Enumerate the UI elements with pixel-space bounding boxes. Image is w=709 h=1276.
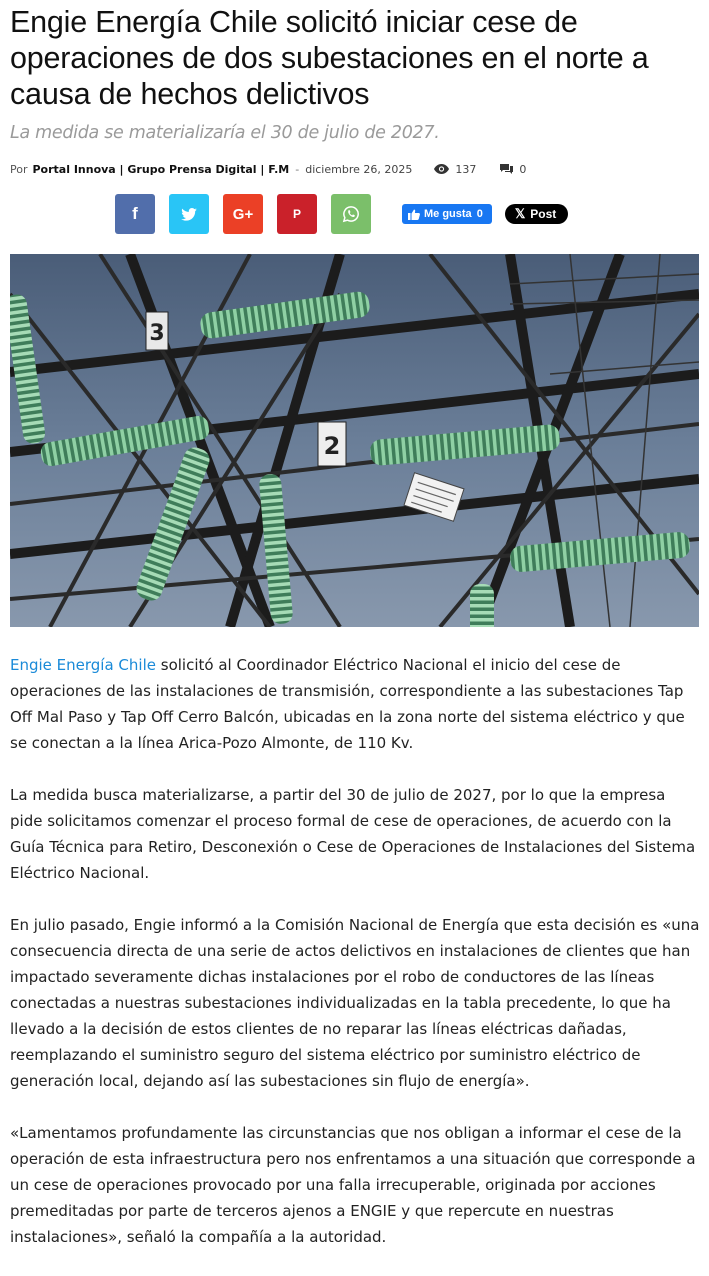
share-google-plus-button[interactable] [223,194,263,234]
like-count: 0 [476,208,483,220]
meta-separator: - [295,162,300,176]
comment-icon [500,164,513,174]
share-facebook-button[interactable] [115,194,155,234]
article-subtitle: La medida se materializaría el 30 de julio de 2027. [10,123,440,143]
share-bar [115,194,568,234]
pinterest-icon: P [292,207,301,221]
article-meta [10,161,700,177]
publish-date: diciembre 26, 2025 [305,162,413,176]
views-count: 137 [455,162,477,176]
share-whatsapp-button[interactable] [331,194,371,234]
like-label: Me gusta [424,208,472,220]
x-post-button[interactable] [505,204,569,224]
post-label: Post [530,207,557,221]
featured-image [10,254,699,627]
article-body [10,652,702,1276]
paragraph-3: En julio pasado, Engie informó a la Comisión Nacional de Energía que esta decisión es «una consecuencia directa de una serie de actos delictivos en instalaciones de clientes que han impactado severamente dichas instalaciones por el robo de conductores de las líneas conectadas a nuestras subestaciones individualizadas en la tabla precedente, lo que ha llevado a la decisión de estos clientes de no reparar las líneas eléctricas dañadas, reemplazando el suministro seguro del sistema eléctrico por suministro eléctrico de generación local, dejando así las subestaciones sin flujo de energía». [10,916,700,1090]
plate-number-left: 3 [149,321,165,346]
facebook-like-button[interactable] [402,204,492,224]
article-title: Engie Energía Chile solicitó iniciar cese de operaciones de dos subestaciones en el norte a causa de hechos delictivos [10,5,649,111]
facebook-icon: f [132,204,138,223]
byline-label: Por [10,162,28,176]
comments-count: 0 [519,162,527,176]
twitter-icon [181,208,197,221]
paragraph-1-text: solicitó al Coordinador Eléctrico Nacional el inicio del cese de operaciones de las instalaciones de transmisión, correspondiente a las subestaciones Tap Off Mal Paso y Tap Off Cerro Balcón, ubicadas en la zona norte del sistema eléctrico y que se conectan a la línea Arica-Pozo Almonte, de 110 Kv. [10,656,685,752]
views-counter [434,163,476,176]
author-link[interactable]: Portal Innova | Grupo Prensa Digital | F.M [32,162,290,176]
paragraph-4: «Lamentamos profundamente las circunstancias que nos obligan a informar el cese de la operación de esta infraestructura pero nos enfrentamos a una situación que corresponde a un cese de operaciones provocado por una falla irrecuperable, originada por acciones premeditadas por parte de terceros ajenos a ENGIE y que repercute en nuestras instalaciones», señaló la compañía a la autoridad. [10,1124,696,1246]
eye-icon [434,164,449,174]
thumbs-up-icon [408,209,420,220]
share-pinterest-button[interactable] [277,194,317,234]
engie-link[interactable]: Engie Energía Chile [10,656,156,674]
plate-number-center: 2 [323,432,341,460]
google-plus-icon: G+ [232,205,254,223]
power-tower-photo [10,254,699,627]
x-logo-icon: 𝕏 [514,206,526,221]
share-twitter-button[interactable] [169,194,209,234]
comments-link[interactable] [500,163,526,176]
whatsapp-icon [342,205,360,223]
article-header [10,0,700,177]
paragraph-2: La medida busca materializarse, a partir del 30 de julio de 2027, por lo que la empresa pide solicitamos comenzar el proceso formal de cese de operaciones, de acuerdo con la Guía Técnica para Retiro, Desconexión o Cese de Operaciones de Instalaciones del Sistema Eléctrico Nacional. [10,786,696,882]
paragraph-1 [10,652,702,756]
